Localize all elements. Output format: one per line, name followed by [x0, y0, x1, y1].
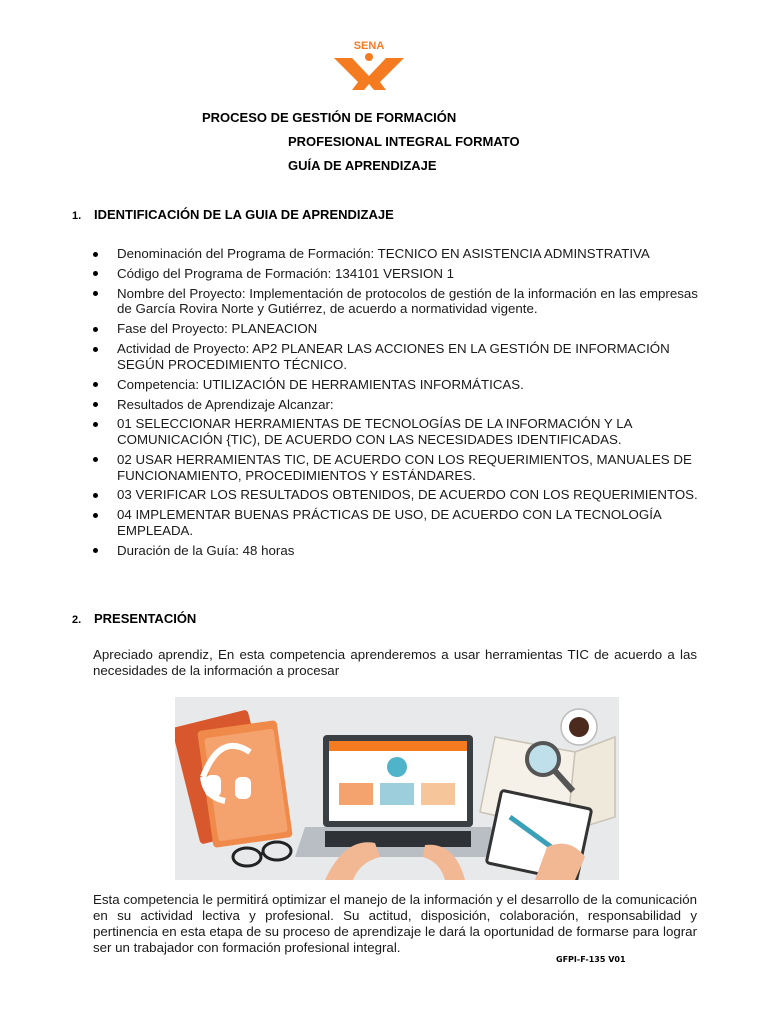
header-line-3: GUÍA DE APRENDIZAJE	[288, 158, 437, 173]
sena-logo-text: SENA	[353, 40, 385, 52]
headphone-cup	[205, 775, 221, 797]
laptop-icon	[295, 735, 501, 857]
list-item: 03 VERIFICAR LOS RESULTADOS OBTENIDOS, DE ACUERDO CON LOS REQUERIMIENTOS.	[93, 487, 713, 503]
section-2-number: 2.	[72, 614, 82, 626]
presentation-body: Esta competencia le permitirá optimizar el manejo de la información y el desarrollo de la comunicación en su actividad lectiva y profesional. Su actitud, disposición, colaboración, responsabilidad y pertinencia en esta etapa de su proceso de aprendizaje le dará la oportunidad de formarse para lograr ser un trabajador con formación profesional integral.	[93, 892, 697, 955]
header-line-1: PROCESO DE GESTIÓN DE FORMACIÓN	[202, 110, 457, 125]
list-item: Actividad de Proyecto: AP2 PLANEAR LAS ACCIONES EN LA GESTIÓN DE INFORMACIÓN SEGÚN PROCEDIMIENTO TÉCNICO.	[93, 341, 713, 372]
identification-list	[93, 246, 713, 563]
header-line-2: PROFESIONAL INTEGRAL FORMATO	[288, 134, 520, 149]
section-1-heading	[72, 207, 394, 222]
presentation-intro: Apreciado aprendiz, En esta competencia aprenderemos a usar herramientas TIC de acuerdo a las necesidades de la información a procesar	[93, 647, 697, 678]
list-item: Fase del Proyecto: PLANEACION	[93, 321, 713, 337]
list-item: Nombre del Proyecto: Implementación de protocolos de gestión de la información en las empresas de García Rovira Norte y Gutiérrez, de acuerdo a normatividad vigente.	[93, 286, 713, 317]
section-2-heading	[72, 611, 196, 626]
list-item: Resultados de Aprendizaje Alcanzar:	[93, 397, 713, 413]
list-item: 02 USAR HERRAMIENTAS TIC, DE ACUERDO CON LOS REQUERIMIENTOS, MANUALES DE FUNCIONAMIENTO, PROCEDIMIENTOS Y ESTÁNDARES.	[93, 452, 713, 483]
section-2-title: PRESENTACIÓN	[94, 611, 197, 626]
headphone-cup	[235, 777, 251, 799]
logo-figure-icon	[334, 58, 404, 90]
section-1-title: IDENTIFICACIÓN DE LA GUIA DE APRENDIZAJE	[94, 207, 394, 222]
list-item: Código del Programa de Formación: 134101 VERSION 1	[93, 266, 713, 282]
section-1-number: 1.	[72, 210, 82, 222]
list-item: Competencia: UTILIZACIÓN DE HERRAMIENTAS INFORMÁTICAS.	[93, 377, 713, 393]
list-item: Denominación del Programa de Formación: TECNICO EN ASISTENCIA ADMINSTRATIVA	[93, 246, 713, 262]
study-illustration	[175, 697, 619, 880]
coffee-cup-icon	[561, 709, 597, 745]
list-item: Duración de la Guía: 48 horas	[93, 543, 713, 559]
list-item: 01 SELECCIONAR HERRAMIENTAS DE TECNOLOGÍAS DE LA INFORMACIÓN Y LA COMUNICACIÓN {TIC), DE ACUERDO CON LAS NECESIDADES IDENTIFICADAS.	[93, 416, 713, 447]
sena-logo	[324, 38, 414, 90]
magnifier-icon	[527, 743, 559, 775]
document-code: GFPI-F-135 V01	[556, 955, 626, 964]
logo-dot-icon	[365, 53, 373, 61]
list-item: 04 IMPLEMENTAR BUENAS PRÁCTICAS DE USO, DE ACUERDO CON LA TECNOLOGÍA EMPLEADA.	[93, 507, 713, 538]
